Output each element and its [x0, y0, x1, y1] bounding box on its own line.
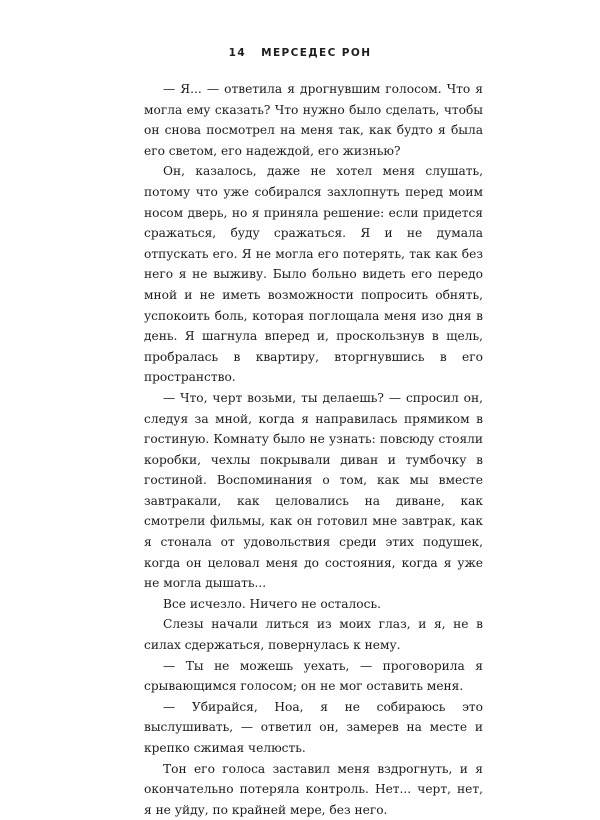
page-number: 14: [228, 47, 247, 59]
paragraph: — Я... — ответила я дрогнувшим голосом. Что я могла ему сказать? Что нужно было сделать, чтобы он снова посмотрел на меня так, как будто я была его светом, его надеждой, его жизнью?: [144, 82, 483, 158]
paragraph: Тон его голоса заставил меня вздрогнуть, и я окончательно потеряла контроль. Нет... черт, нет, я не уйду, по крайней мере, без него.: [144, 761, 483, 817]
paragraph: Все исчезло. Ничего не осталось.: [163, 596, 381, 611]
author-name: МЕРСЕДЕС РОН: [261, 47, 372, 59]
paragraph: — Убирайся, Ноа, я не собираюсь это выслушивать, — ответил он, замерев на месте и крепко сжимая челюсть.: [144, 699, 483, 755]
paragraph: — Что, черт возьми, ты делаешь? — спросил он, следуя за мной, когда я направилась прямиком в гостиную. Комнату было не узнать: повсюду стояли коробки, чехлы покрывали диван и тумбочку в гостиной. Воспоминания о том, как мы вместе завтракали, как целовались на диване, как смотрели фильмы, как он готовил мне завтрак, как я стонала от удовольствия среди этих подушек, когда он целовал меня до состояния, когда я уже не могла дышать...: [144, 390, 483, 591]
paragraph: — Ты не можешь уехать, — проговорила я срывающимся голосом; он не мог оставить меня.: [144, 658, 483, 694]
running-header: [0, 47, 600, 59]
body-text: [144, 79, 483, 820]
paragraph: Он, казалось, даже не хотел меня слушать, потому что уже собирался захлопнуть перед моим носом дверь, но я приняла решение: если придется сражаться, буду сражаться. Я и не думала отпускать его. Я не могла его потерять, так как без него я не выживу. Было больно видеть его передо мной и не иметь возможности попросить обнять, успокоить боль, которая поглощала меня изо дня в день. Я шагнула вперед и, проскользнув в щель, пробралась в квартиру, вторгнувшись в его пространство.: [144, 164, 483, 385]
paragraph: Слезы начали литься из моих глаз, и я, не в силах сдержаться, повернулась к нему.: [144, 617, 483, 653]
